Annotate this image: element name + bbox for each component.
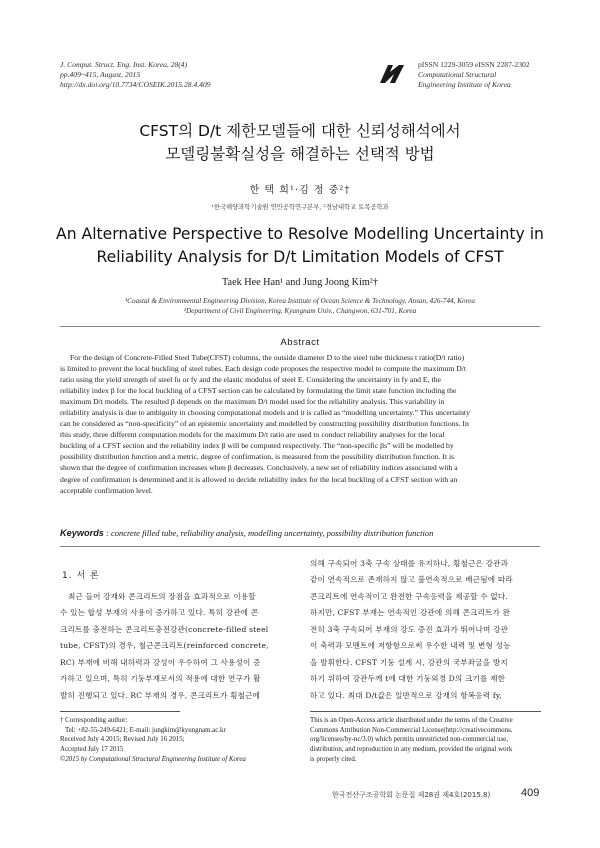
- english-affiliation-1: ¹Coastal & Environmental Engineering Division, Korea Institute of Ocean Science & Technology, Ansan, 426-744, Korea: [125, 297, 475, 305]
- journal-name-line1: Computational Structural: [418, 70, 497, 80]
- abstract-line: buckling of a CFST section and the reliability index β will be computed respectively. The “non-specific βs” will be modelled by: [60, 441, 454, 451]
- korean-title-line1: CFST의 D/t 제한모델들에 대한 신뢰성해석에서: [139, 122, 461, 140]
- body-line: 수 있는 합성 부재의 사용이 증가하고 있다. 특히 강관에 콘: [60, 608, 259, 618]
- citation-doi[interactable]: http://dx.doi.org/10.7734/COSEIK.2015.28.4.409: [60, 80, 211, 90]
- abstract-line: can be considered as “non-specificity” of an epistemic uncertainty and modelled by constructing possibility distribution functions. In: [60, 419, 469, 429]
- body-line: 같이 연속적으로 존재하지 않고 불연속적으로 배근됨에 따라: [310, 575, 513, 585]
- footnote-line: distribution, and reproduction in any medium, provided the original work: [310, 746, 513, 754]
- abstract-top-rule: [60, 326, 540, 327]
- abstract-line: For the design of Concrete-Filled Steel Tube(CFST) columns, the outside diameter D to the steel tube thickness t ratio(D/t ratio): [70, 353, 465, 362]
- korean-authors: 한 택 희¹·김 정 중²†: [249, 185, 351, 196]
- korean-title-line2: 모델링불확실성을 해결하는 선택적 방법: [165, 145, 435, 163]
- english-affiliation-2: ²Department of Civil Engineering, Kyungnam Univ., Changwon, 631-701, Korea: [183, 307, 417, 315]
- footnote-line: Accepted July 17 2015: [60, 746, 124, 754]
- abstract-line: acceptable confirmation level.: [60, 485, 153, 495]
- footnote-line: Received July 4 2015; Revised July 16 2015;: [60, 736, 185, 744]
- english-authors: Taek Hee Han¹ and Jung Joong Kim²†: [222, 277, 378, 288]
- issn: pISSN 1229-3059 eISSN 2287-2302: [418, 60, 530, 69]
- abstract-line: this study, three different computation models for the maximum D/t ratio are used to conduct reliability analyses for the local: [60, 430, 445, 440]
- keywords-value: : concrete filled tube, reliability analysis, modelling uncertainty, possibility distribution function: [106, 528, 434, 538]
- license-note: [310, 716, 542, 765]
- english-title-line1: An Alternative Perspective to Resolve Modelling Uncertainty in: [56, 225, 544, 243]
- abstract-line: reliability index β for the local buckling of a CFST section can be calculated by formulating the limit state function including the: [60, 386, 457, 396]
- citation-pages: pp.409~415, August, 2015: [60, 70, 141, 80]
- section-heading: 1. 서 론: [62, 571, 100, 581]
- footnote-line: ©2015 by Computational Structural Engineering Institute of Korea: [60, 755, 246, 763]
- keywords: [60, 528, 540, 538]
- body-line: 가하고 있으며, 특히 기둥부재로서의 적용에 대한 연구가 활: [60, 674, 261, 684]
- abstract-body: [60, 352, 540, 496]
- abstract-line: degree of confirmation is determined and it is allowed to decide reliability index for the local buckling of a CFST section with an: [60, 474, 458, 484]
- footnote-line: org/licenses/by-nc/3.0) which permits unrestricted non-commercial use,: [310, 736, 508, 744]
- footnote-line: Commons Attribution Non-Commercial License(http://creativecommons.: [310, 726, 513, 734]
- body-line: 하지만, CFST 부재는 연속적인 강관에 의해 콘크리트가 완: [310, 608, 511, 618]
- body-line: 을 발휘한다. CFST 기둥 설계 시, 강관의 국부좌굴을 방지: [310, 657, 508, 667]
- footnote-right-rule: [310, 711, 541, 712]
- page-number: 409: [521, 787, 540, 799]
- body-line: 콘크리트에 연속적이고 완전한 구속응력을 제공할 수 없다.: [310, 591, 508, 601]
- body-line: tube, CFST)의 경우, 철근콘크리트(reinforced concrete,: [60, 641, 269, 651]
- abstract-line: is limited to prevent the local buckling of steel tubes. Each design code proposes the respective model to compute the maximum D/t: [60, 364, 467, 374]
- citation-journal: J. Comput. Struct. Eng. Inst. Korea, 28(4): [60, 60, 188, 69]
- body-line: 전히 3축 구속되어 부재의 강도 증진 효과가 뛰어나며 강관: [310, 624, 509, 634]
- keywords-rule: [60, 546, 540, 547]
- body-line: RC) 부재에 비해 내하력과 강성이 우수하여 그 사용성이 증: [60, 657, 261, 667]
- abstract-line: shown that the degree of confirmation increases when β decreases. Conclusively, a new set of reliability indices associated with a: [60, 463, 458, 473]
- footnote-line: is properly cited.: [310, 755, 357, 763]
- abstract-line: maximum D/t models. The resulted β depends on the maximum D/t model used for the reliability analysis. This variability in: [60, 397, 445, 407]
- footnote-line: Tel: +82-55-249-6421; E-mail: jungkim@kyungnam.ac.kr: [65, 726, 226, 734]
- english-title-line2: Reliability Analysis for D/t Limitation Models of CFST: [96, 248, 504, 266]
- body-line: 최근 들어 강재와 콘크리트의 장점을 효과적으로 이용할: [68, 592, 256, 601]
- left-column-body: [60, 589, 293, 704]
- issn-block: [418, 60, 530, 91]
- journal-name-line2: Engineering Institute of Korea: [418, 80, 511, 90]
- body-line: 하기 위하여 강관두께 t에 대한 기둥외경 D의 크기를 제한: [310, 674, 506, 684]
- body-line: 발히 진행되고 있다. RC 부재의 경우, 콘크리트가 횡철근에: [60, 690, 261, 700]
- abstract-line: possibility distribution function and a metric, degree of confirmation, is measured from the possibility distribution function. It is: [60, 452, 455, 462]
- right-column-body: [310, 556, 541, 704]
- abstract-heading: Abstract: [280, 337, 320, 348]
- body-line: 이 축력과 모멘트에 저항함으로써 우수한 내력 및 변형 성능: [310, 641, 511, 651]
- citation-block: [60, 60, 211, 91]
- footnote-line: This is an Open-Access article distributed under the terms of the Creative: [310, 717, 513, 724]
- body-line: 하고 있다. 최대 D/t값은 일반적으로 강재의 항복응력 fy,: [310, 690, 502, 700]
- footnote-line: † Corresponding author:: [60, 717, 128, 724]
- footnote-left-rule: [60, 711, 180, 712]
- abstract-line: reliability analysis is due to ambiguity in choosing computational models and it is called as “modelling uncertainty.” This uncertainty: [60, 408, 470, 418]
- body-line: 크리트를 충전하는 콘크리트충전강관(concrete-filled steel: [60, 624, 269, 634]
- abstract-line: ratio using the yield strength of steel fu or fy and the elastic modulus of steel E. Considering the uncertainty in fy and E, the: [60, 375, 441, 385]
- korean-affiliations: ¹한국해양과학기술원 연안공학연구본부, ²경남대학교 토목공학과: [211, 204, 389, 211]
- corresponding-author-note: [60, 716, 300, 765]
- journal-logo-icon: [379, 64, 405, 84]
- footer-journal: 한국전산구조공학회 논문집 제28권 제4호(2015.8): [332, 791, 491, 799]
- body-line: 의해 구속되어 3축 구속 상태를 유지하나, 횡철근은 강관과: [310, 559, 509, 568]
- keywords-label: Keywords: [60, 528, 104, 538]
